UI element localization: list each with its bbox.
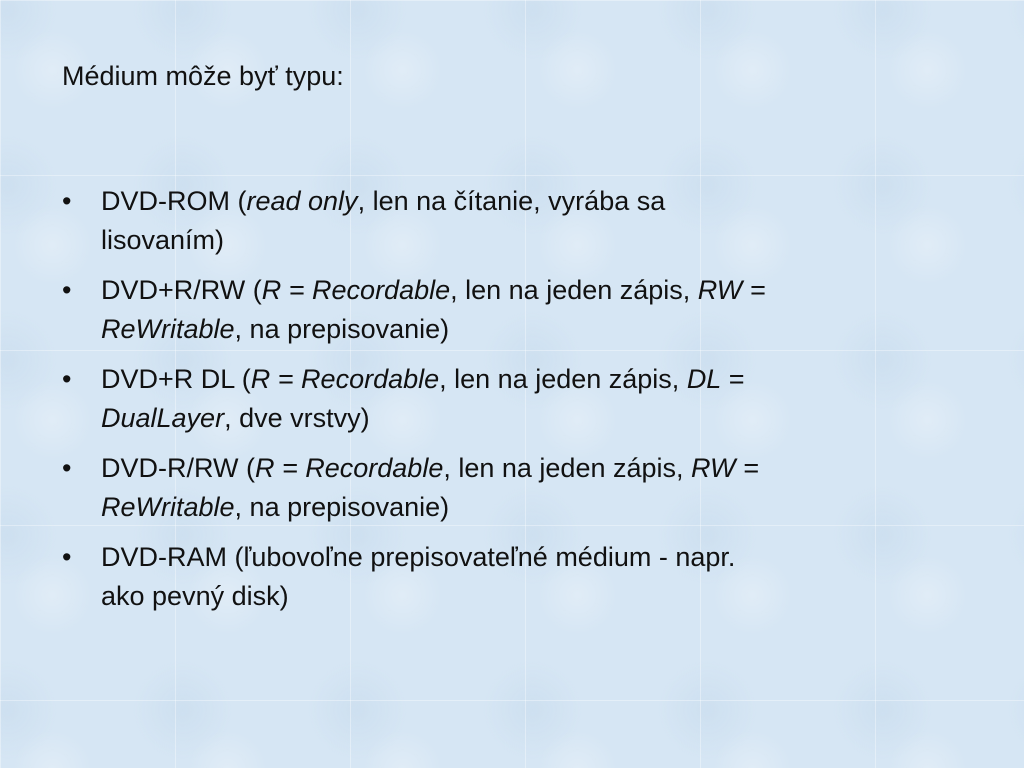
italic-run: DualLayer [101, 403, 225, 433]
text-run: DVD-ROM ( [101, 186, 247, 216]
bullet-dot-icon: • [62, 542, 72, 572]
italic-run: read only [246, 186, 358, 216]
text-run: DVD+R DL ( [101, 364, 251, 394]
text-run: , len na jeden zápis, [450, 275, 698, 305]
text-run: lisovaním) [101, 225, 225, 255]
bullet-item [62, 360, 962, 438]
text-run: , na prepisovanie) [234, 492, 450, 522]
italic-run: R = Recordable [261, 275, 451, 305]
text-run: DVD+R/RW ( [101, 275, 262, 305]
slide-heading: Médium môže byť typu: [62, 61, 344, 91]
bullet-item [62, 538, 962, 616]
text-run: , len na jeden zápis, [439, 364, 687, 394]
bullet-text [101, 542, 735, 611]
text-run: DVD-R/RW ( [101, 453, 255, 483]
bullet-dot-icon: • [62, 186, 72, 216]
bullet-text [101, 186, 665, 255]
bullet-item [62, 271, 962, 349]
text-run: , dve vrstvy) [224, 403, 370, 433]
bullet-text [101, 364, 744, 433]
bullet-dot-icon: • [62, 453, 72, 483]
bullet-list [62, 182, 962, 627]
bullet-item [62, 449, 962, 527]
bullet-text [101, 453, 759, 522]
text-run: DVD-RAM (ľubovoľne prepisovateľné médium - napr. [101, 542, 736, 572]
bullet-item [62, 182, 962, 260]
italic-run: ReWritable [101, 492, 235, 522]
italic-run: RW = [697, 275, 766, 305]
bullet-dot-icon: • [62, 364, 72, 394]
text-run: , len na jeden zápis, [443, 453, 692, 483]
italic-run: RW = [691, 453, 759, 483]
italic-run: ReWritable [101, 314, 235, 344]
text-run: ako pevný disk) [101, 581, 289, 611]
italic-run: R = Recordable [254, 453, 444, 483]
bullet-dot-icon: • [62, 275, 72, 305]
text-run: , len na čítanie, vyrába sa [357, 186, 666, 216]
italic-run: DL = [686, 364, 745, 394]
bullet-text [101, 275, 766, 344]
text-run: , na prepisovanie) [234, 314, 450, 344]
italic-run: R = Recordable [250, 364, 440, 394]
